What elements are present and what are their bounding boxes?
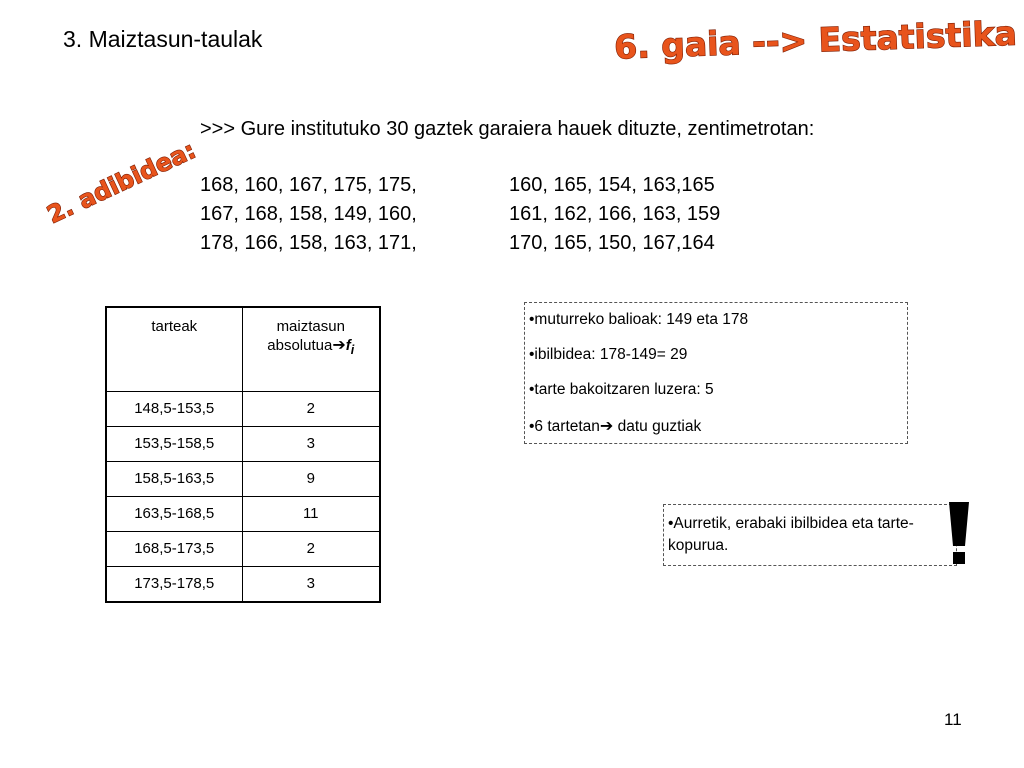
data-row-2-right: 161, 162, 166, 163, 159 (509, 203, 721, 225)
data-row-3-left: 178, 166, 158, 163, 171, (200, 232, 417, 254)
interval-cell: 158,5-163,5 (106, 461, 242, 496)
data-row-3-right: 170, 165, 150, 167,164 (509, 232, 715, 254)
info-interval-length: •tarte bakoitzaren luzera: 5 (529, 381, 714, 398)
right-arrow-icon: ➔ (332, 337, 346, 354)
frequency-cell: 2 (242, 391, 380, 426)
table-row (106, 426, 380, 461)
header-absolute-frequency: maiztasun $absolutua➔f_i$ (242, 307, 380, 391)
data-row-1-left: 168, 160, 167, 175, 175, (200, 174, 417, 196)
interval-cell: 148,5-153,5 (106, 391, 242, 426)
data-row-2-left: 167, 168, 158, 149, 160, (200, 203, 417, 225)
info-box (524, 302, 908, 444)
table-row (106, 461, 380, 496)
table-header-row (106, 307, 380, 391)
table-row (106, 566, 380, 602)
topic-banner (606, 8, 1018, 68)
right-arrow-icon: ➔ (599, 418, 614, 435)
table-row (106, 531, 380, 566)
interval-cell: 163,5-168,5 (106, 496, 242, 531)
info-range: •ibilbidea: 178-149= 29 (529, 346, 688, 363)
info-extreme-values: •muturreko balioak: 149 eta 178 (529, 311, 749, 328)
topic-banner-text: 6. gaia --> Estatistika (613, 13, 1018, 67)
page-number: 11 (944, 710, 962, 729)
interval-cell: 153,5-158,5 (106, 426, 242, 461)
table-row (106, 496, 380, 531)
frequency-cell: 2 (242, 531, 380, 566)
tip-box: •Aurretik, erabaki ibilbidea eta tarte-kopurua. (663, 504, 957, 566)
interval-cell: 173,5-178,5 (106, 566, 242, 602)
info-interval-count: •6 tartetan➔ datu guztiak (529, 418, 702, 435)
exercise-banner (30, 118, 201, 230)
intro-text: >>> Gure institutuko 30 gaztek garaiera hauek dituzte, zentimetrotan: (200, 118, 815, 140)
frequency-cell: 9 (242, 461, 380, 496)
interval-cell: 168,5-173,5 (106, 531, 242, 566)
section-title: 3. Maiztasun-taulak (63, 26, 263, 52)
exclamation-icon (946, 490, 972, 570)
exercise-banner-text: 2. adibidea: (42, 135, 201, 230)
table-row (106, 391, 380, 426)
frequency-cell: 3 (242, 566, 380, 602)
frequency-table (105, 306, 381, 603)
frequency-cell: 3 (242, 426, 380, 461)
data-row-1-right: 160, 165, 154, 163,165 (509, 174, 715, 196)
header-intervals: tarteak (106, 307, 242, 391)
frequency-cell: 11 (242, 496, 380, 531)
